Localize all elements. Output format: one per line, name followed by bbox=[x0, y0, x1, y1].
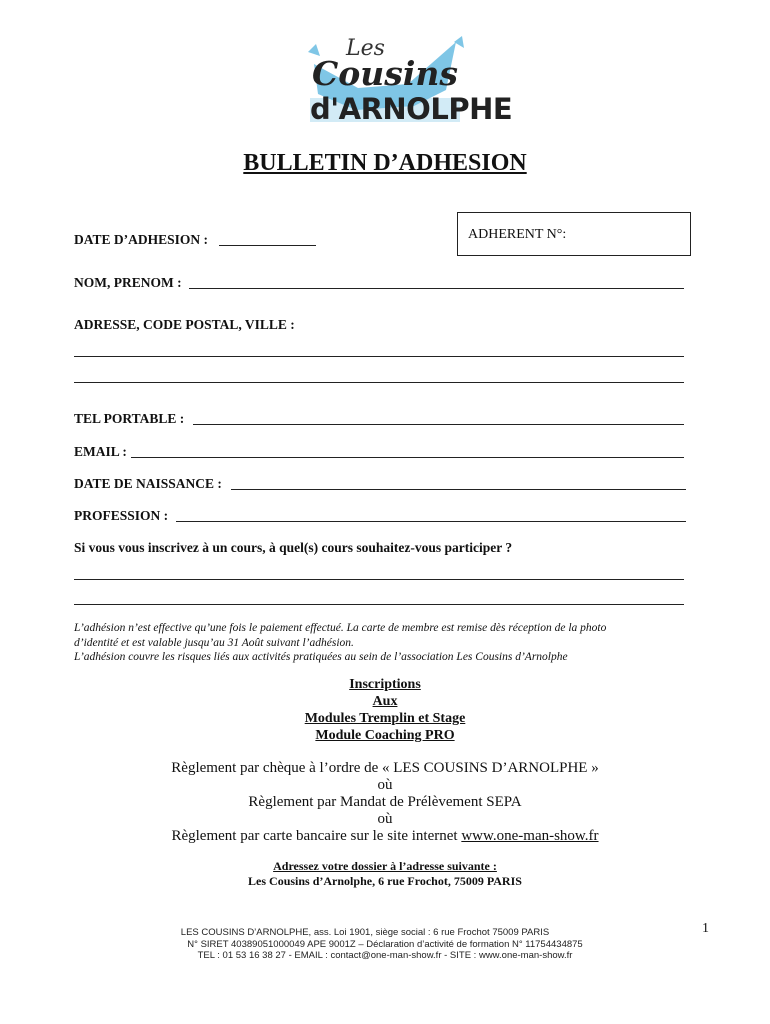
inscriptions-line-2: Aux bbox=[372, 694, 398, 709]
profession-label: PROFESSION : bbox=[74, 508, 169, 523]
cours-field-line-2[interactable] bbox=[74, 604, 684, 605]
inscriptions-line-1: Inscriptions bbox=[349, 677, 421, 692]
cours-question: Si vous vous inscrivez à un cours, à quel(s) cours souhaitez-vous participer ? bbox=[74, 540, 513, 555]
payment-options bbox=[0, 760, 770, 845]
naissance-field[interactable] bbox=[231, 489, 686, 490]
send-address-heading: Adressez votre dossier à l’adresse suivante : bbox=[273, 859, 497, 873]
footer-line-3: TEL : 01 53 16 38 27 - EMAIL : contact@one-man-show.fr - SITE : www.one-man-show.fr bbox=[197, 950, 573, 961]
profession-field[interactable] bbox=[176, 521, 686, 522]
naissance-label: DATE DE NAISSANCE : bbox=[74, 476, 222, 491]
page-number: 1 bbox=[702, 921, 709, 936]
payment-or-2: où bbox=[377, 811, 393, 827]
cours-field-line-1[interactable] bbox=[74, 579, 684, 580]
tel-label: TEL PORTABLE : bbox=[74, 411, 185, 426]
email-label: EMAIL : bbox=[74, 444, 127, 459]
tel-field[interactable] bbox=[193, 424, 684, 425]
footer-line-1: LES COUSINS D’ARNOLPHE, ass. Loi 1901, siège social : 6 rue Frochot 75009 PARIS bbox=[180, 927, 550, 938]
inscriptions-line-3: Modules Tremplin et Stage bbox=[304, 711, 466, 726]
payment-cheque: Règlement par chèque à l’ordre de « LES COUSINS D’ARNOLPHE » bbox=[171, 760, 599, 776]
adresse-field-line-1[interactable] bbox=[74, 356, 684, 357]
adresse-label: ADRESSE, CODE POSTAL, VILLE : bbox=[74, 317, 295, 332]
payment-sepa: Règlement par Mandat de Prélèvement SEPA bbox=[248, 794, 522, 810]
logo bbox=[296, 36, 513, 131]
note-line-3: L’adhésion couvre les risques liés aux activités pratiquées au sein de l’association Les Cousins d’Arnolphe bbox=[74, 651, 568, 663]
footer-line-2: N° SIRET 40389051000049 APE 9001Z – Déclaration d’activité de formation N° 11754434875 bbox=[187, 938, 583, 950]
logo-text-cousins: Cousins bbox=[312, 54, 458, 93]
date-adhesion-field[interactable] bbox=[219, 245, 316, 246]
inscriptions-heading bbox=[0, 676, 770, 744]
payment-card-text: Règlement par carte bancaire sur le site internet bbox=[171, 828, 458, 844]
logo-text-les: Les bbox=[346, 36, 385, 61]
send-address: Les Cousins d’Arnolphe, 6 rue Frochot, 75009 PARIS bbox=[248, 874, 522, 888]
footer bbox=[0, 927, 770, 962]
note-line-1: L’adhésion n’est effective qu’une fois le paiement effectué. La carte de membre est remise dès réception de la photo bbox=[74, 622, 607, 634]
email-field[interactable] bbox=[131, 457, 684, 458]
payment-or-1: où bbox=[377, 777, 393, 793]
membership-note bbox=[74, 621, 694, 665]
website-link[interactable]: www.one-man-show.fr bbox=[461, 828, 599, 844]
inscriptions-line-4: Module Coaching PRO bbox=[315, 728, 455, 743]
page-title: BULLETIN D’ADHESION bbox=[243, 150, 527, 176]
note-line-2: d’identité et est valable jusqu’au 31 Août suivant l’adhésion. bbox=[74, 636, 354, 649]
date-adhesion-label: DATE D’ADHESION : bbox=[74, 232, 209, 247]
adherent-number-box[interactable] bbox=[457, 212, 691, 256]
adresse-field-line-2[interactable] bbox=[74, 382, 684, 383]
adherent-number-label: ADHERENT N°: bbox=[468, 227, 567, 242]
logo-text-arnolphe: d'ARNOLPHE bbox=[310, 92, 513, 126]
nom-prenom-field[interactable] bbox=[189, 288, 684, 289]
nom-prenom-label: NOM, PRENOM : bbox=[74, 275, 182, 290]
payment-card bbox=[0, 828, 770, 845]
